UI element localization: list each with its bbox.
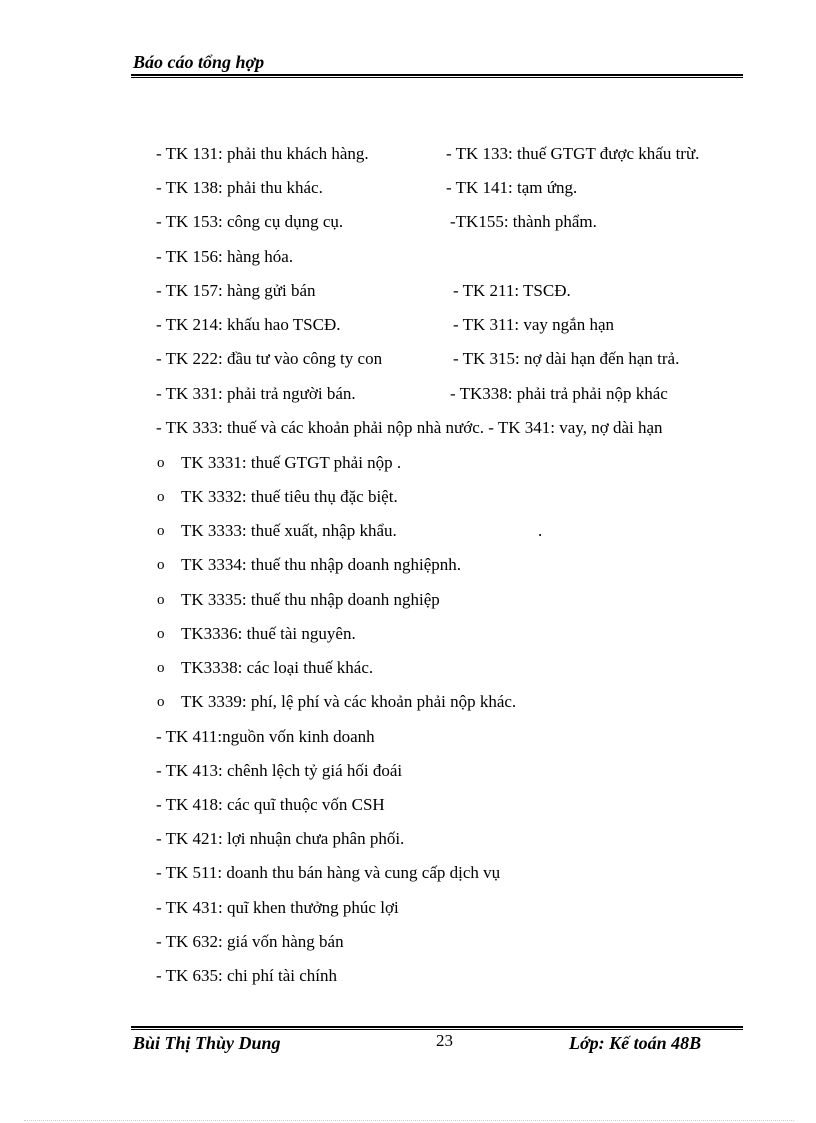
sub-account-line: TK3336: thuế tài nguyên. [181, 624, 356, 643]
sub-account-line: TK 3339: phí, lệ phí và các khoản phải nộp khác. [181, 692, 517, 711]
account-line: - TK 315: nợ dài hạn đến hạn trả. [453, 349, 680, 368]
account-line: - TK 632: giá vốn hàng bán [156, 932, 344, 951]
bullet-icon: o [157, 626, 165, 642]
footer-divider [131, 1026, 743, 1030]
bullet-icon: o [157, 557, 165, 573]
account-line: - TK 411:nguồn vốn kinh doanh [156, 727, 375, 746]
account-line: - TK 138: phải thu khác. [156, 178, 323, 197]
account-line: - TK 413: chênh lệch tỷ giá hối đoái [156, 761, 403, 780]
sub-account-line: TK 3334: thuế thu nhập doanh nghiệpnh. [181, 555, 461, 574]
sub-account-line: TK 3333: thuế xuất, nhập khẩu. [181, 521, 397, 540]
account-line: -TK155: thành phẩm. [450, 212, 597, 231]
account-line: - TK 131: phải thu khách hàng. [156, 144, 369, 163]
account-line: - TK 141: tạm ứng. [446, 178, 578, 197]
stray-dot: . [538, 521, 543, 540]
account-line: - TK 331: phải trả người bán. [156, 384, 356, 403]
bullet-icon: o [157, 455, 165, 471]
footer-author: Bùi Thị Thùy Dung [133, 1033, 281, 1053]
account-line: - TK 133: thuế GTGT được khấu trừ. [446, 144, 700, 163]
account-line: - TK 311: vay ngắn hạn [453, 315, 614, 334]
footer-class: Lớp: Kế toán 48B [569, 1033, 702, 1053]
bullet-icon: o [157, 592, 165, 608]
sub-account-line: TK 3335: thuế thu nhập doanh nghiệp [181, 590, 440, 609]
account-line: - TK 214: khấu hao TSCĐ. [156, 315, 341, 334]
account-line: - TK 511: doanh thu bán hàng và cung cấp dịch vụ [156, 863, 501, 882]
header-divider [131, 74, 743, 78]
account-line: - TK 635: chi phí tài chính [156, 966, 337, 985]
sub-account-line: TK 3331: thuế GTGT phải nộp . [181, 453, 402, 472]
account-line: - TK 153: công cụ dụng cụ. [156, 212, 344, 231]
account-line: - TK 421: lợi nhuận chưa phân phối. [156, 829, 405, 848]
bullet-icon: o [157, 489, 165, 505]
page-number: 23 [436, 1031, 453, 1050]
account-line: - TK 211: TSCĐ. [453, 281, 571, 300]
bullet-icon: o [157, 694, 165, 710]
account-line: - TK 222: đầu tư vào công ty con [156, 349, 383, 368]
account-line: - TK 333: thuế và các khoản phải nộp nhà nước. - TK 341: vay, nợ dài hạn [156, 418, 663, 437]
header-title: Báo cáo tổng hợp [133, 52, 265, 72]
account-line: - TK 431: quĩ khen thưởng phúc lợi [156, 898, 399, 917]
account-line: - TK 157: hàng gửi bán [156, 281, 316, 300]
bullet-icon: o [157, 660, 165, 676]
sub-account-line: TK3338: các loại thuế khác. [181, 658, 374, 677]
bullet-icon: o [157, 523, 165, 539]
account-line: - TK 156: hàng hóa. [156, 247, 294, 266]
page-edge-divider [24, 1120, 794, 1121]
account-line: - TK338: phải trả phải nộp khác [450, 384, 668, 403]
sub-account-line: TK 3332: thuế tiêu thụ đặc biệt. [181, 487, 398, 506]
account-line: - TK 418: các quĩ thuộc vốn CSH [156, 795, 385, 814]
